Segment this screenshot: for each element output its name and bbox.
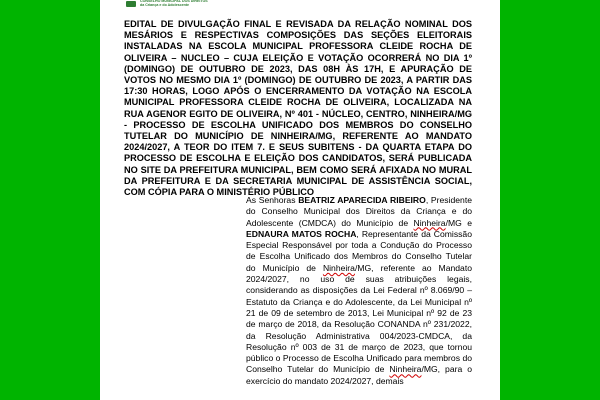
body-text-6: /MG, para o exercício do mandato 2024/2027, demais bbox=[246, 364, 473, 386]
document-page bbox=[100, 0, 500, 400]
edital-body-paragraph bbox=[246, 195, 472, 387]
logo-line-2: da Criança e do Adolescente bbox=[140, 3, 189, 7]
body-text-4: , Representante da Comissão Especial Responsável por toda a Condução do Processo de Escolha Unificado dos Membros do Conselho Tutelar do Município de bbox=[246, 228, 472, 273]
logo-line-1: CONSELHO MUNICIPAL DOS DIREITOS bbox=[140, 0, 208, 4]
cmdca-logo bbox=[126, 0, 208, 8]
city-name: Ninheira bbox=[322, 262, 355, 273]
president-name: BEATRIZ APARECIDA RIBEIRO bbox=[298, 195, 426, 205]
body-text-1: As Senhoras bbox=[246, 195, 299, 205]
body-text-2: , Presidente do Conselho Municipal dos Direitos da Criança e do Adolescente (CMDCA) do Município de bbox=[246, 195, 472, 228]
body-text-5: /MG, referente ao Mandato 2024/2027, no uso de suas atribuições legais, considerando as disposições da Lei Federal nº 8.069/90 – Estatuto da Criança e do Adolescente, da Lei Municipal nº 21 de 09 de setembro de 2013, Lei Municipal nº 92 de 23 de março de 2018, da Resolução CONANDA nº 231/2022, da Resolução Administrativa 004/2023-CMDCA, da Resolução nº 003 de 31 de março de 2023, que tornou público o Processo de Escolha Unificado para membros do Conselho Tutelar do Município de bbox=[246, 262, 472, 375]
city-name: Ninheira bbox=[413, 217, 446, 228]
logo-text bbox=[140, 0, 208, 8]
representative-name: EDNAURA MATOS ROCHA bbox=[246, 228, 357, 239]
body-text-3: /MG e bbox=[445, 217, 472, 228]
city-name: Ninheira bbox=[389, 364, 422, 375]
edital-title: EDITAL DE DIVULGAÇÃO FINAL E REVISADA DA RELAÇÃO NOMINAL DOS MESÁRIOS E RESPECTIVAS COMPOSIÇÕES DAS SEÇÕES ELEITORAIS INSTALADAS NA ESCOLA MUNICIPAL PROFESSORA CLEIDE ROCHA DE OLIVEIRA – NUCLEO – CUJA ELEIÇÃO E VOTAÇÃO OCORRERÁ NO DIA 1º (DOMINGO) DE OUTUBRO DE 2023, DAS 08H ÀS 17H, E APURAÇÃO DE VOTOS NO MESMO DIA 1º (DOMINGO) DE OUTUBRO DE 2023, A PARTIR DAS 17:30 HORAS, LOGO APÓS O ENCERRAMENTO DA VOTAÇÃO NA ESCOLA MUNICIPAL PROFESSORA CLEIDE ROCHA DE OLIVEIRA, LOCALIZADA NA RUA AGENOR EGITO DE OLIVEIRA, Nº 401 - NÚCLEO, CENTRO, NINHEIRA/MG - PROCESSO DE ESCOLHA UNIFICADO DOS MEMBROS DO CONSELHO TUTELAR DO MUNICÍPIO DE NINHEIRA/MG, REFERENTE AO MANDATO 2024/2027, A TEOR DO ITEM 7. E SEUS SUBITENS - DA QUARTA ETAPA DO PROCESSO DE ESCOLHA E ELEIÇÃO DOS CANDIDATOS, SERÁ PUBLICADA NO SITE DA PREFEITURA MUNICIPAL, BEM COMO SERÁ AFIXADA NO MURAL DA PREFEITURA E DA SECRETARIA MUNICIPAL DE ASSISTÊNCIA SOCIAL, COM CÓPIA PARA O MINISTÉRIO PÚBLICO bbox=[124, 19, 472, 198]
cmdca-emblem-icon bbox=[126, 1, 136, 7]
